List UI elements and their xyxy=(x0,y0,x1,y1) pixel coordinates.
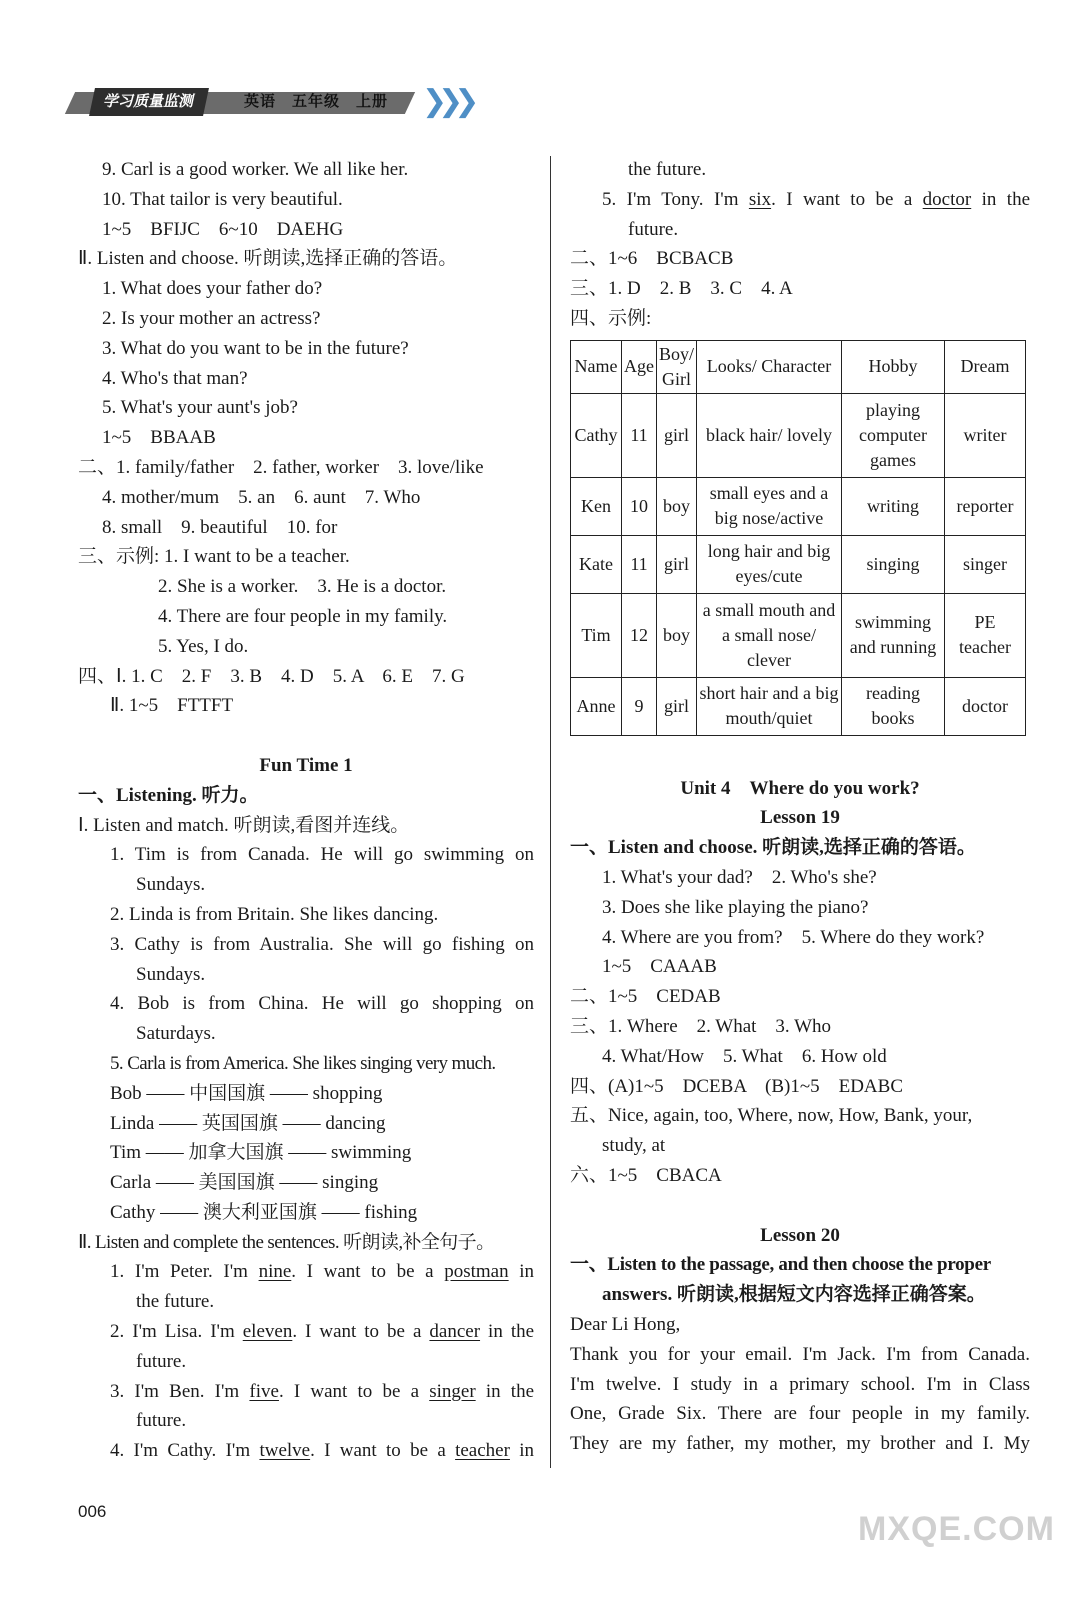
table-cell: Cathy xyxy=(571,393,622,477)
table-cell: 11 xyxy=(622,393,657,477)
table-header-cell: Age xyxy=(622,340,657,393)
letter-line: One, Grade Six. There are four people in my family. xyxy=(570,1403,1030,1425)
text-line: 1. What does your father do? xyxy=(102,278,323,300)
text-line: 9. Carl is a good worker. We all like her. xyxy=(102,159,409,180)
text-line: the future. xyxy=(136,1291,215,1313)
table-header-cell: Looks/ Character xyxy=(697,340,842,393)
match-line: Cathy —— 澳大利亚国旗 —— fishing xyxy=(110,1201,418,1223)
text-line: 2. Linda is from Britain. She likes dancing. xyxy=(110,903,439,925)
table-cell: boy xyxy=(657,477,697,535)
match-line: Bob —— 中国国旗 —— shopping xyxy=(110,1082,383,1104)
text-line: 六、1~5 CBACA xyxy=(570,1164,722,1186)
text-line: 1~5 BFIJC 6~10 DAEHG xyxy=(102,218,344,240)
text-line: 4. What/How 5. What 6. How old xyxy=(602,1045,887,1067)
text-line: 二、1~5 CEDAB xyxy=(570,986,721,1008)
left-column xyxy=(78,155,534,1466)
table-cell: girl xyxy=(657,535,697,593)
text-line: 4. Where are you from? 5. Where do they work? xyxy=(602,926,985,948)
dream-table xyxy=(570,340,1026,736)
match-line: Linda —— 英国国旗 —— dancing xyxy=(110,1112,386,1134)
table-cell: Kate xyxy=(571,535,622,593)
page-header xyxy=(70,78,510,118)
text-line: 2. She is a worker. 3. He is a doctor. xyxy=(158,576,447,598)
letter-line: They are my father, my mother, my brother and I. My xyxy=(570,1433,1030,1455)
header-tag: 学习质量监测 xyxy=(89,88,209,116)
text-line: 三、示例: 1. I want to be a teacher. xyxy=(78,546,350,568)
text-line: 1~5 CAAAB xyxy=(602,956,717,978)
text-line: 四、示例: xyxy=(570,307,652,329)
letter-line: Thank you for your email. I'm Jack. I'm from Canada. xyxy=(570,1343,1030,1365)
text-line: 4. I'm Cathy. I'm twelve. I want to be a teacher in xyxy=(110,1440,535,1462)
table-cell: Tim xyxy=(571,593,622,677)
text-line: 4. Who's that man? xyxy=(102,367,248,389)
unit-title: Unit 4 Where do you work? xyxy=(680,777,920,799)
text-line: 1. I'm Peter. I'm nine. I want to be a postman in xyxy=(110,1261,535,1283)
text-line: 3. I'm Ben. I'm five. I want to be a singer in the xyxy=(110,1380,535,1402)
table-cell: girl xyxy=(657,393,697,477)
table-header-cell: Name xyxy=(571,340,622,393)
section-heading: Ⅱ. Listen and complete the sentences. 听朗读,补全句子。 xyxy=(78,1231,495,1253)
letter-line: I'm twelve. I study in a primary school. I'm in Class xyxy=(570,1373,1030,1395)
text-line: 五、Nice, again, too, Where, now, How, Bank, your, xyxy=(570,1105,973,1127)
table-cell: 9 xyxy=(622,677,657,735)
text-line: 2. Is your mother an actress? xyxy=(102,307,321,329)
section-heading: 一、Listening. 听力。 xyxy=(78,784,259,806)
table-cell: 11 xyxy=(622,535,657,593)
table-cell: Ken xyxy=(571,477,622,535)
text-line: future. xyxy=(136,1350,187,1372)
table-row xyxy=(571,393,1026,477)
table-header-cell: Hobby xyxy=(842,340,945,393)
text-line: 4. mother/mum 5. an 6. aunt 7. Who xyxy=(102,486,421,508)
table-row xyxy=(571,477,1026,535)
right-column xyxy=(570,155,1030,1459)
table-row xyxy=(571,593,1026,677)
text-line: Ⅱ. 1~5 FTTFT xyxy=(110,695,234,717)
table-row xyxy=(571,535,1026,593)
table-header-row xyxy=(571,340,1026,393)
table-cell: reading books xyxy=(842,677,945,735)
table-cell: writer xyxy=(945,393,1026,477)
text-line: 二、1. family/father 2. father, worker 3. love/like xyxy=(78,456,484,478)
text-line: Ⅰ. Listen and match. 听朗读,看图并连线。 xyxy=(78,814,410,836)
text-line: 3. Cathy is from Australia. She will go fishing on xyxy=(110,933,534,955)
text-line: 三、1. Where 2. What 3. Who xyxy=(570,1015,832,1037)
text-line: 5. Yes, I do. xyxy=(158,635,249,657)
text-line: 四、(A)1~5 DCEBA (B)1~5 EDABC xyxy=(570,1075,904,1097)
text-line: 5. I'm Tony. I'm six. I want to be a doctor in the xyxy=(602,188,1031,210)
page-number: 006 xyxy=(78,1502,107,1521)
table-cell: 12 xyxy=(622,593,657,677)
table-cell: singing xyxy=(842,535,945,593)
table-cell: girl xyxy=(657,677,697,735)
text-line: 5. Carla is from America. She likes singing very much. xyxy=(110,1052,496,1074)
text-line: future. xyxy=(628,218,679,240)
text-line: 3. What do you want to be in the future? xyxy=(102,337,409,359)
match-line: Tim —— 加拿大国旗 —— swimming xyxy=(110,1142,412,1164)
lesson-title: Lesson 19 xyxy=(760,807,840,829)
table-cell: reporter xyxy=(945,477,1026,535)
watermark: MXQE.COM xyxy=(858,1510,1055,1548)
table-cell: 10 xyxy=(622,477,657,535)
table-header-cell: Boy/ Girl xyxy=(657,340,697,393)
text-line: 1. What's your dad? 2. Who's she? xyxy=(602,866,877,888)
text-line: 二、1~6 BCBACB xyxy=(570,248,734,270)
column-divider xyxy=(550,156,551,1468)
text-line: 1~5 BBAAB xyxy=(102,427,216,449)
table-cell: PE teacher xyxy=(945,593,1026,677)
section-heading: Ⅱ. Listen and choose. 听朗读,选择正确的答语。 xyxy=(78,248,458,270)
table-cell: singer xyxy=(945,535,1026,593)
text-line: 4. There are four people in my family. xyxy=(158,605,448,627)
lesson-title: Lesson 20 xyxy=(760,1224,840,1246)
text-line: 四、Ⅰ. 1. C 2. F 3. B 4. D 5. A 6. E 7. G xyxy=(78,665,465,687)
section-heading: 一、Listen and choose. 听朗读,选择正确的答语。 xyxy=(570,837,976,859)
table-header-cell: Dream xyxy=(945,340,1026,393)
section-heading: answers. 听朗读,根据短文内容选择正确答案。 xyxy=(602,1284,986,1306)
text-line: 8. small 9. beautiful 10. for xyxy=(102,516,338,538)
text-line: Sundays. xyxy=(136,874,206,896)
section-heading: 一、Listen to the passage, and then choose the proper xyxy=(570,1254,991,1276)
table-cell: boy xyxy=(657,593,697,677)
text-line: the future. xyxy=(628,159,707,180)
text-line: 10. That tailor is very beautiful. xyxy=(102,188,343,210)
match-line: Carla —— 美国国旗 —— singing xyxy=(110,1172,379,1194)
text-line: 4. Bob is from China. He will go shopping on xyxy=(110,993,534,1015)
text-line: 三、1. D 2. B 3. C 4. A xyxy=(570,278,793,300)
table-cell: swimming and running xyxy=(842,593,945,677)
table-cell: short hair and a big mouth/quiet xyxy=(697,677,842,735)
header-info: 英语 五年级 上册 xyxy=(244,93,389,110)
text-line: Saturdays. xyxy=(136,1023,216,1045)
table-cell: doctor xyxy=(945,677,1026,735)
text-line: 2. I'm Lisa. I'm eleven. I want to be a dancer in the xyxy=(110,1321,535,1343)
table-cell: small eyes and a big nose/active xyxy=(697,477,842,535)
table-cell: playing computer games xyxy=(842,393,945,477)
table-cell: long hair and big eyes/cute xyxy=(697,535,842,593)
table-cell: black hair/ lovely xyxy=(697,393,842,477)
table-cell: a small mouth and a small nose/ clever xyxy=(697,593,842,677)
section-title: Fun Time 1 xyxy=(259,754,353,776)
table-cell: writing xyxy=(842,477,945,535)
chevron-arrows-icon: ❯❯❯ xyxy=(422,84,471,119)
text-line: 1. Tim is from Canada. He will go swimming on xyxy=(110,844,534,866)
table-row xyxy=(571,677,1026,735)
letter-line: Dear Li Hong, xyxy=(570,1313,681,1335)
table-cell: Anne xyxy=(571,677,622,735)
text-line: 5. What's your aunt's job? xyxy=(102,397,298,419)
text-line: future. xyxy=(136,1410,187,1432)
text-line: study, at xyxy=(602,1135,666,1157)
text-line: 3. Does she like playing the piano? xyxy=(602,896,869,918)
text-line: Sundays. xyxy=(136,963,206,985)
